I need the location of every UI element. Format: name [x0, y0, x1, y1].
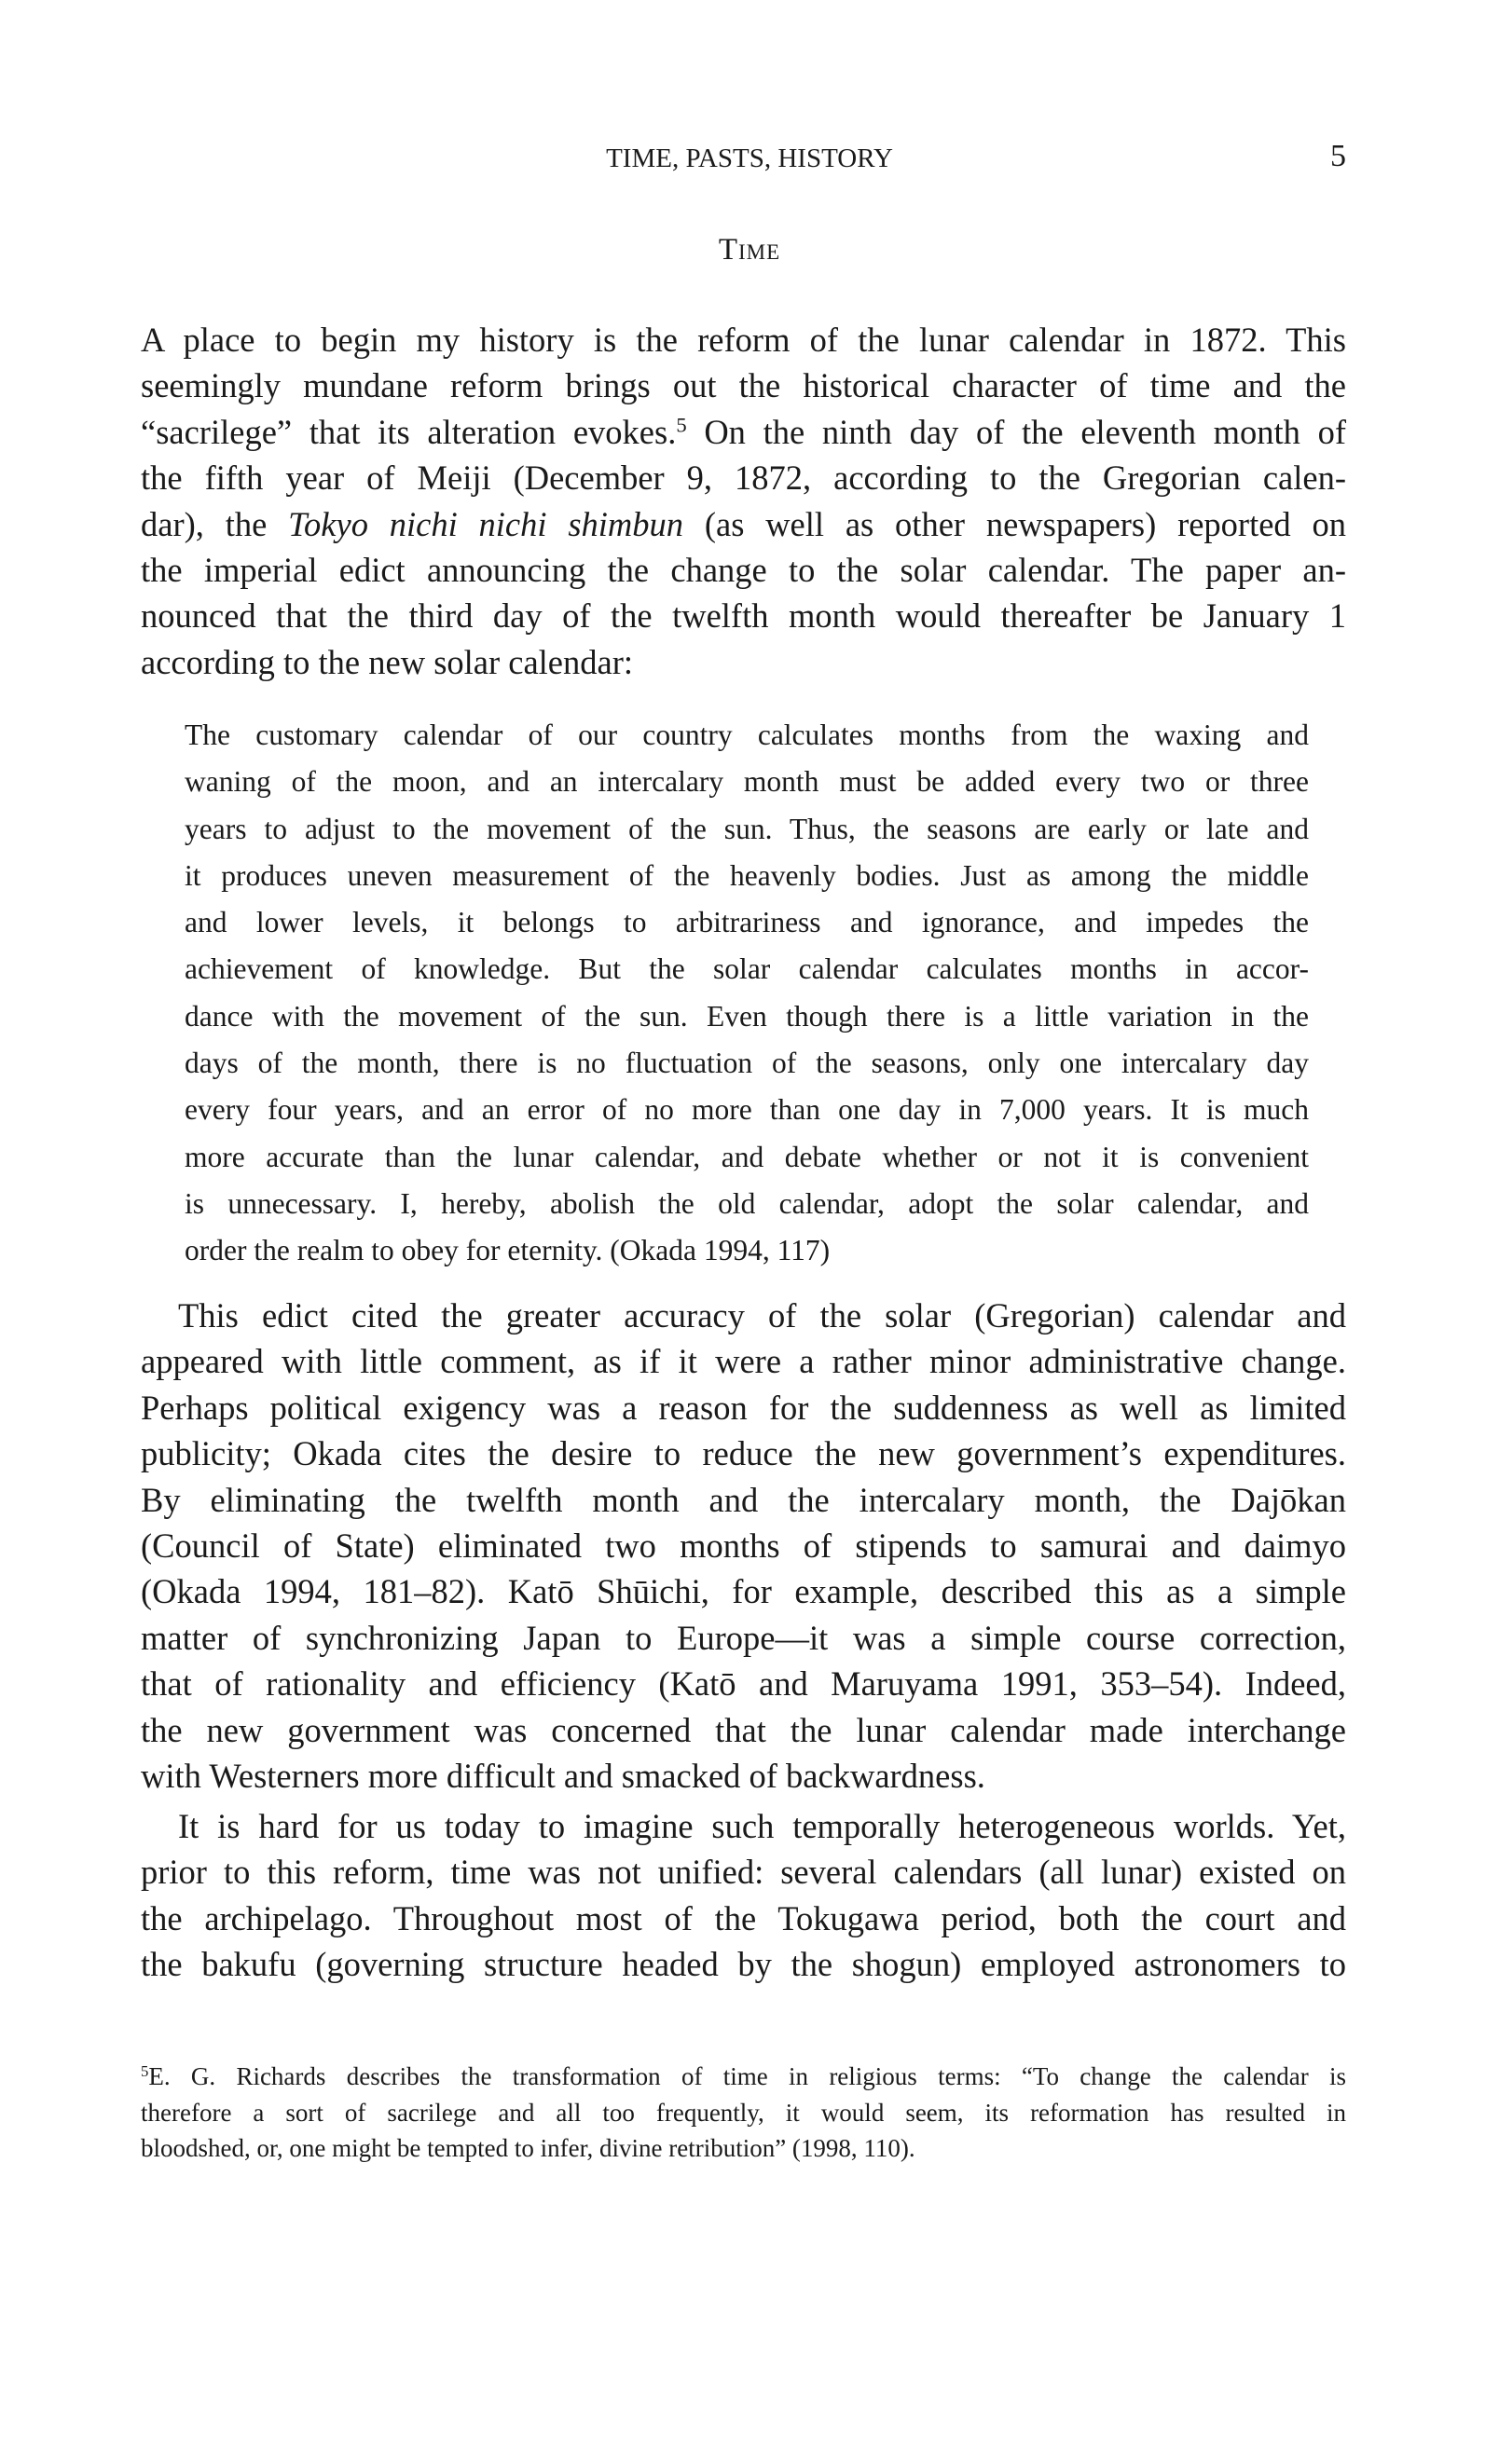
text-run: years to adjust to the movement of the sun. Thus, the seasons are early or late and [185, 812, 1309, 845]
footnote-marker: 5 [676, 413, 687, 437]
text-line [141, 1293, 1346, 1338]
text-run: more accurate than the lunar calendar, and debate whether or not it is convenient [185, 1140, 1309, 1173]
text-line [141, 2059, 1346, 2095]
text-run: order the realm to obey for eternity. (Okada 1994, 117) [185, 1234, 831, 1267]
text-line [141, 363, 1346, 408]
text-line [185, 759, 1309, 805]
text-run: waning of the moon, and an intercalary month must be added every two or three [185, 765, 1309, 799]
text-line [185, 1181, 1309, 1227]
text-run: It is hard for us today to imagine such temporally heterogeneous worlds. Yet, [178, 1807, 1346, 1845]
text-line [185, 1227, 1309, 1274]
text-line [185, 1040, 1309, 1087]
text-run: This edict cited the greater accuracy of the solar (Gregorian) calendar and [178, 1296, 1346, 1335]
text-run: the new government was concerned that the lunar calendar made interchange [141, 1710, 1346, 1749]
text-line [141, 317, 1346, 363]
text-line [141, 1523, 1346, 1568]
text-run: (Okada 1994, 181–82). Katō Shūichi, for example, described this as a simple [141, 1572, 1346, 1611]
text-run: On the ninth day of the eleventh month of [686, 412, 1346, 451]
text-run: with Westerners more difficult and smacked of backwardness. [141, 1757, 985, 1796]
text-line [141, 501, 1346, 547]
text-run: the fifth year of Meiji (December 9, 1872, according to the Gregorian calen- [141, 459, 1346, 498]
text-run: seemingly mundane reform brings out the historical character of time and the [141, 366, 1346, 405]
text-line [185, 806, 1309, 853]
text-line [141, 1707, 1346, 1753]
text-line [141, 1941, 1346, 1987]
text-line [141, 1753, 1346, 1799]
block-quote-edict [185, 712, 1309, 1275]
text-run: A place to begin my history is the reform of the lunar calendar in 1872. This [141, 321, 1346, 359]
text-run: nounced that the third day of the twelfth month would thereafter be January 1 [141, 596, 1346, 636]
text-run: it produces uneven measurement of the heavenly bodies. Just as among the middle [185, 858, 1309, 892]
running-header: TIME, PASTS, HISTORY [606, 144, 893, 173]
text-run: days of the month, there is no fluctuation of the seasons, only one intercalary day [185, 1047, 1309, 1080]
text-run: the imperial edict announcing the change to the solar calendar. The paper an- [141, 551, 1346, 590]
text-run: bloodshed, or, one might be tempted to infer, divine retribution” (1998, 110). [141, 2134, 915, 2162]
text-line [141, 1849, 1346, 1895]
text-run: (Council of State) eliminated two months of stipends to samurai and daimyo [141, 1526, 1346, 1566]
text-line [141, 2095, 1346, 2131]
page-number: 5 [1330, 139, 1346, 173]
text-line [141, 547, 1346, 593]
text-run: (as well as other newspapers) reported on [683, 504, 1346, 543]
text-line [141, 1615, 1346, 1661]
text-run: prior to this reform, time was not unified: several calendars (all lunar) existed on [141, 1853, 1346, 1892]
text-line [141, 1430, 1346, 1476]
text-run: and lower levels, it belongs to arbitrariness and ignorance, and impedes the [185, 906, 1309, 939]
section-title: Time [718, 233, 781, 267]
text-line [185, 853, 1309, 899]
text-line [141, 409, 1346, 455]
text-line [141, 2130, 1346, 2167]
text-run: The customary calendar of our country calculates months from the waxing and [185, 719, 1309, 751]
text-line [141, 1385, 1346, 1430]
text-run: dar), the [141, 504, 289, 543]
text-line [141, 1896, 1346, 1941]
text-run: Perhaps political exigency was a reason for the suddenness as well as limited [141, 1388, 1346, 1427]
text-line [141, 1477, 1346, 1523]
text-run: that of rationality and efficiency (Katō and Maruyama 1991, 353–54). Indeed, [141, 1664, 1346, 1704]
text-line [185, 993, 1309, 1040]
text-line [141, 1568, 1346, 1614]
text-run: dance with the movement of the sun. Even though there is a little variation in the [185, 999, 1309, 1033]
text-line [185, 1134, 1309, 1181]
text-line [185, 946, 1309, 992]
text-run: publicity; Okada cites the desire to reduce the new government’s expenditures. [141, 1434, 1346, 1473]
text-line [141, 1338, 1346, 1384]
text-line [185, 712, 1309, 759]
text-run: appeared with little comment, as if it were a rather minor administrative change. [141, 1342, 1346, 1381]
text-run: E. G. Richards describes the transformation of time in religious terms: “To change the calendar is [148, 2062, 1346, 2090]
text-run: matter of synchronizing Japan to Europe—it was a simple course correction, [141, 1618, 1346, 1657]
text-run: is unnecessary. I, hereby, abolish the old calendar, adopt the solar calendar, and [185, 1186, 1309, 1220]
text-run: the archipelago. Throughout most of the Tokugawa period, both the court and [141, 1898, 1346, 1937]
text-run: according to the new solar calendar: [141, 642, 634, 681]
text-run: therefore a sort of sacrilege and all too frequently, it would seem, its reformation has resulted in [141, 2098, 1346, 2127]
text-run: By eliminating the twelfth month and the intercalary month, the Dajōkan [141, 1480, 1346, 1519]
text-run: every four years, and an error of no more than one day in 7,000 years. It is much [185, 1093, 1309, 1127]
text-line [141, 455, 1346, 500]
text-line [141, 593, 1346, 638]
footnote-marker: 5 [141, 2061, 149, 2080]
paragraph-heterogeneous-worlds [141, 1803, 1346, 1988]
text-line [185, 1087, 1309, 1133]
text-run: the bakufu (governing structure headed by the shogun) employed astronomers to [141, 1945, 1346, 1984]
text-line [185, 899, 1309, 946]
italic-title: Tokyo nichi nichi shimbun [288, 504, 684, 543]
text-line [141, 1803, 1346, 1849]
text-run: “sacrilege” that its alteration evokes. [141, 412, 677, 451]
paragraph-edict-commentary [141, 1293, 1346, 1799]
text-line [141, 1661, 1346, 1706]
text-line [141, 639, 1346, 685]
footnote-5 [141, 2059, 1346, 2167]
paragraph-intro [141, 317, 1346, 685]
text-run: achievement of knowledge. But the solar calendar calculates months in accor- [185, 952, 1309, 986]
